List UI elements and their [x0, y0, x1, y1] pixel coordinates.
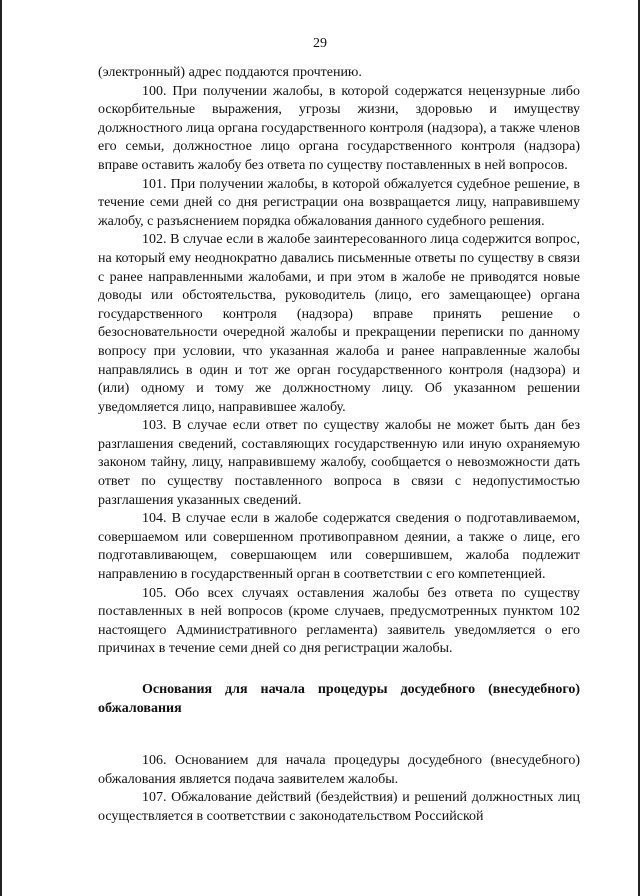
document-body — [98, 64, 580, 827]
paragraph-100: 100. При получении жалобы, в которой содержатся нецензурные либо оскорбительные выражения, угрозы жизни, здоровью и имуществу должностного лица органа государственного контроля (надзора), а также членов его семьи, должностное лицо органа государственного контроля (надзора) вправе оставить жалобу без ответа по существу поставленных в ней вопросов. — [98, 83, 580, 173]
paragraph-104: 104. В случае если в жалобе содержатся сведения о подготавливаемом, совершаемом или совершенном противоправном деянии, а также о лице, его подготавливающем, совершающем или совершившем, жалоба подлежит направлению в государственный орган в соответствии с его компетенцией. — [98, 511, 580, 583]
page-number: 29 — [313, 36, 327, 51]
paragraph-continuation: (электронный) адрес поддаются прочтению. — [98, 65, 362, 80]
paragraph-101: 101. При получении жалобы, в которой обжалуется судебное решение, в течение семи дней со дня регистрации она возвращается лицу, направившему жалобу, с разъяснением порядка обжалования данного судебного решения. — [98, 176, 580, 229]
paragraph-106: 106. Основанием для начала процедуры досудебного (внесудебного) обжалования является подача заявителем жалобы. — [98, 753, 580, 787]
paragraph-107: 107. Обжалование действий (бездействия) и решений должностных лиц осуществляется в соответствии с законодательством Российской — [98, 790, 580, 824]
paragraph-102: 102. В случае если в жалобе заинтересованного лица содержится вопрос, на который ему неоднократно давались письменные ответы по существу в связи с ранее направленными жалобами, и при этом в жалобе не приводятся новые доводы или обстоятельства, руководитель (лицо, его замещающее) органа государственного контроля (надзора) вправе принять решение о безосновательности очередной жалобы и прекращении переписки по данному вопросу при условии, что указанная жалоба и ранее направленные жалобы направлялись в один и тот же орган государственного контроля (надзора) и (или) одному и тому же должностному лицу. Об указанном решении уведомляется лицо, направившее жалобу. — [98, 232, 580, 415]
paragraph-105: 105. Обо всех случаях оставления жалобы без ответа по существу поставленных в ней вопросов (кроме случаев, предусмотренных пунктом 102 настоящего Административного регламента) заявитель уведомляется о его причинах в течение семи дней со дня регистрации жалобы. — [98, 585, 580, 657]
paragraph-103: 103. В случае если ответ по существу жалобы не может быть дан без разглашения сведений, составляющих государственную или иную охраняемую законом тайну, лицу, направившему жалобу, сообщается о невозможности дать ответ по существу поставленного вопроса в связи с недопустимостью разглашения указанных сведений. — [98, 418, 580, 508]
section-heading: Основания для начала процедуры досудебного (внесудебного) обжалования — [98, 682, 580, 716]
